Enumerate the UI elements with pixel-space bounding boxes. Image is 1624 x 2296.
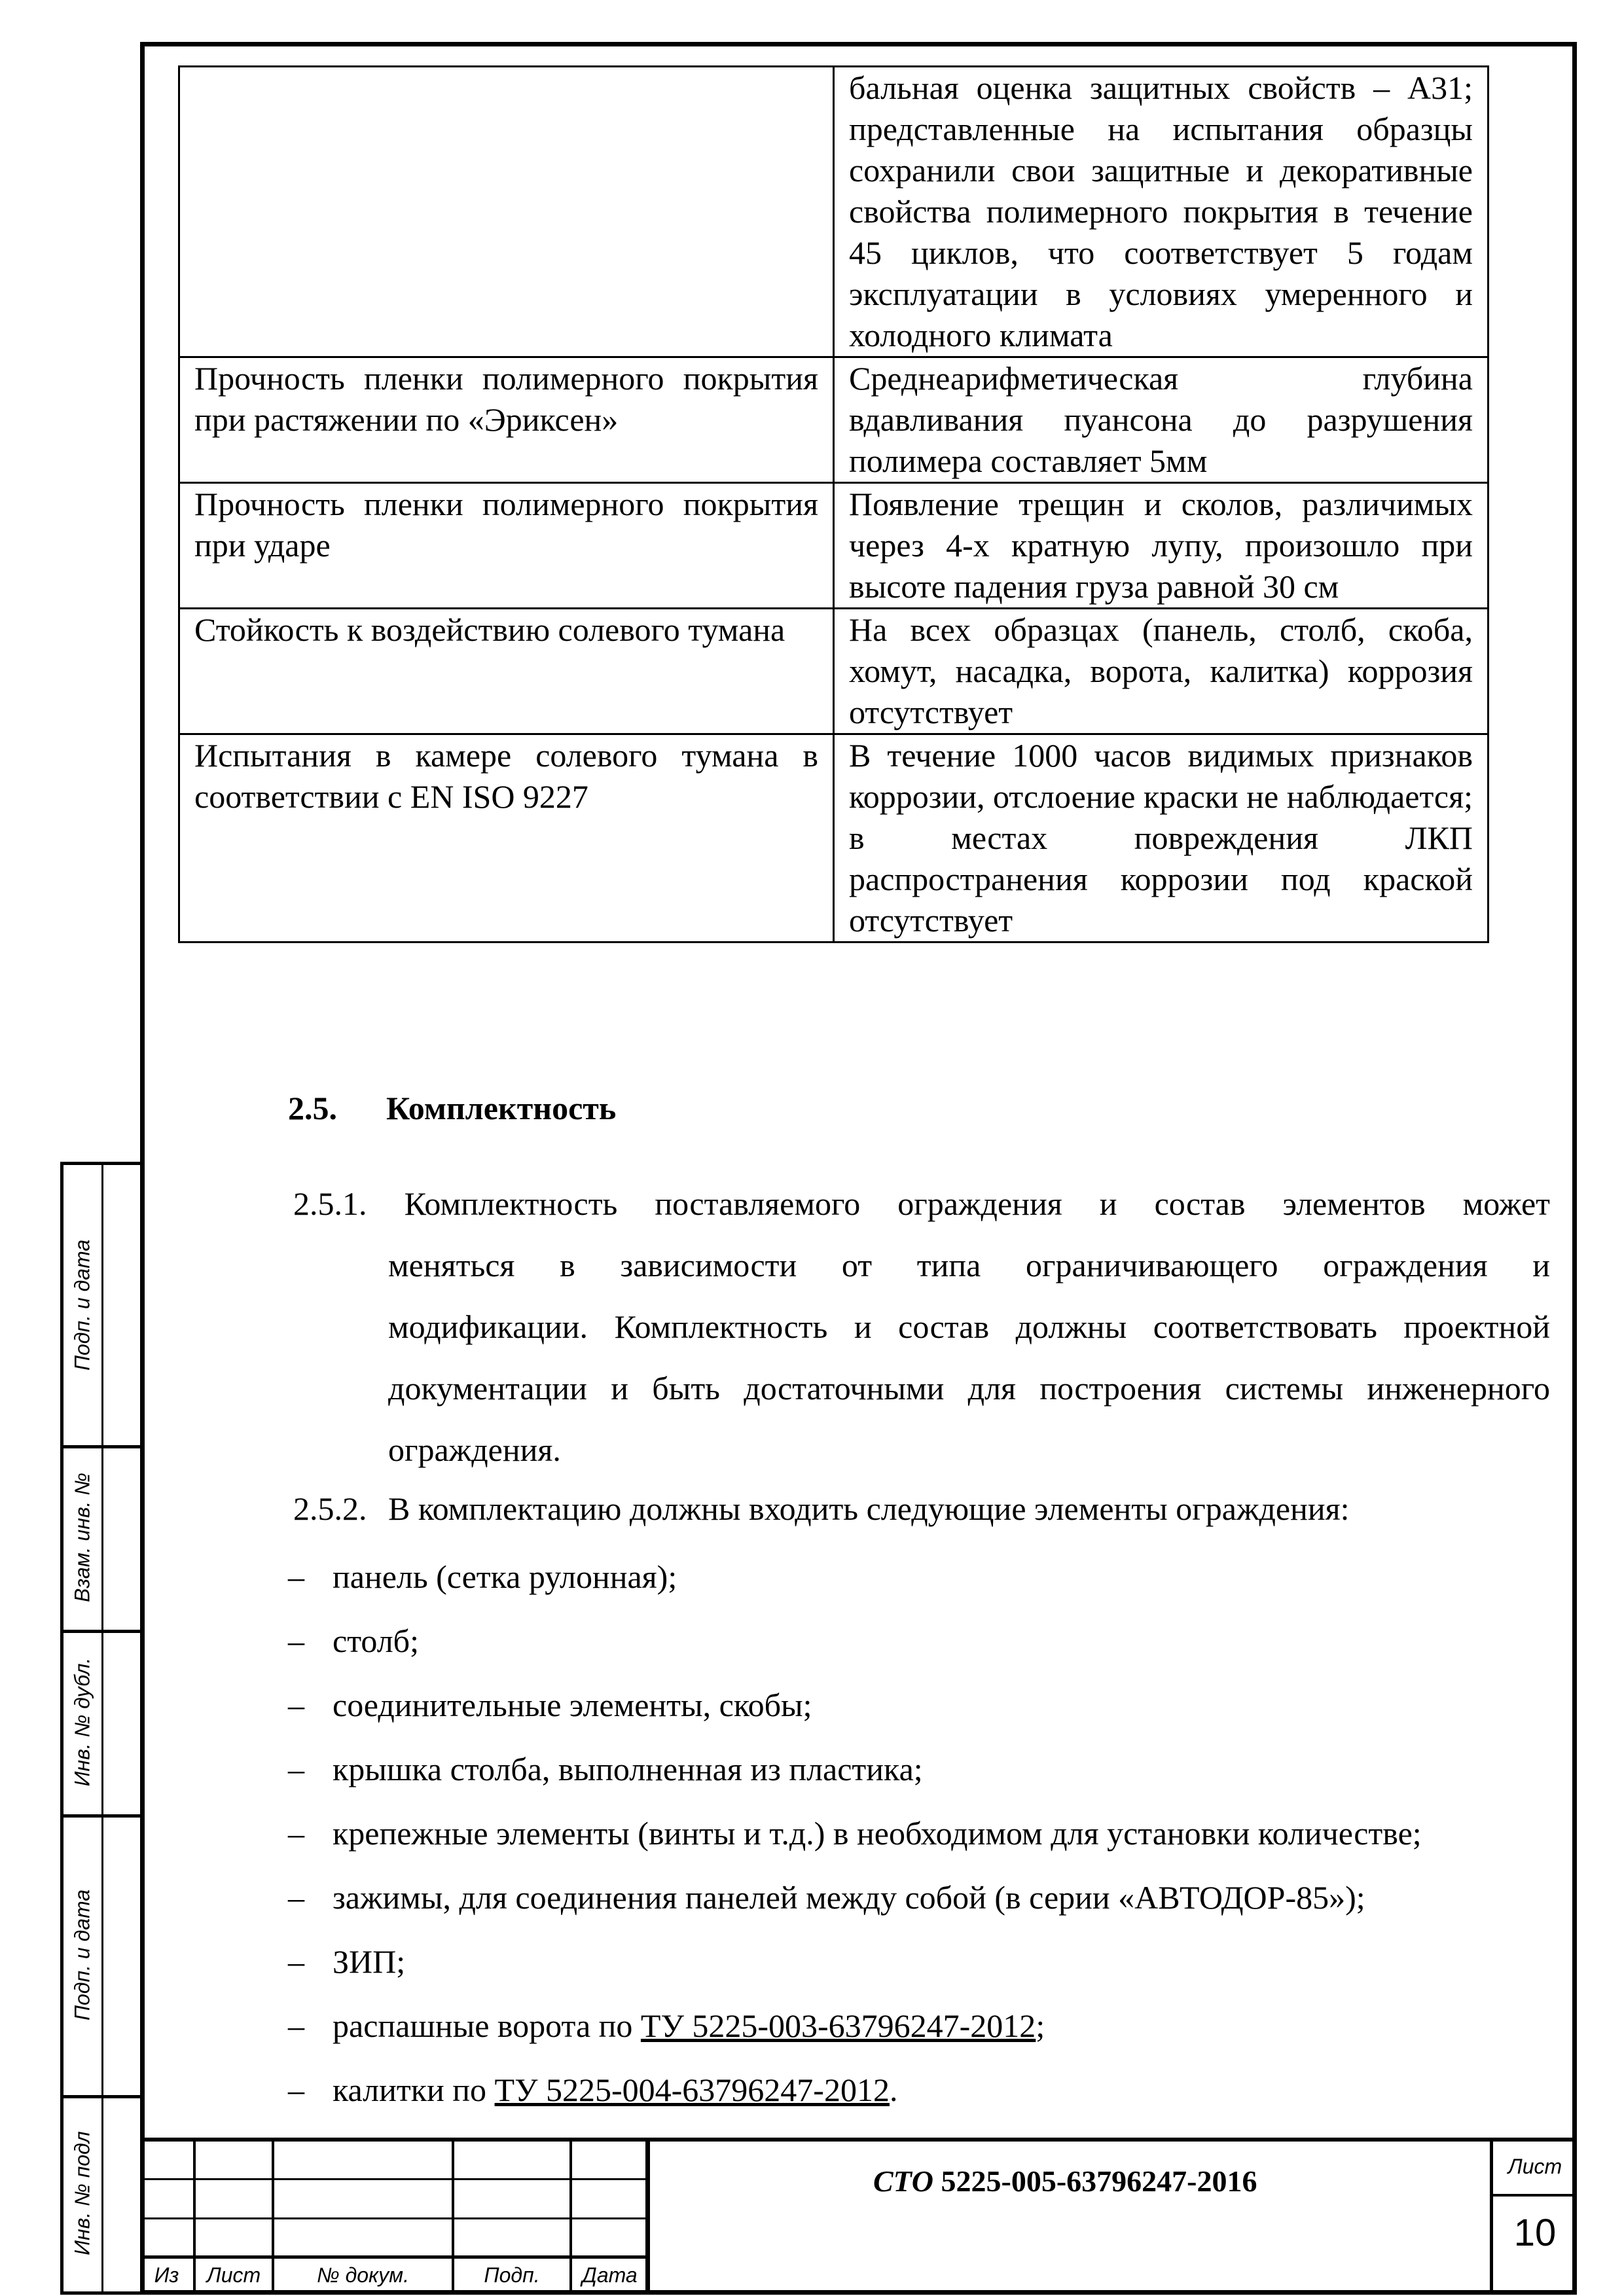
margin-label-orig-inv: Инв. № подл [70, 2131, 94, 2255]
list-item: – ЗИП; [288, 1943, 406, 1980]
table-cell-parameter: Прочность пленки полимерного покрытия при ударе [179, 483, 834, 609]
table-cell-result: Появление трещин и сколов, различимых через 4-х кратную лупу, произошло при высоте падения груза равной 30 см [834, 483, 1489, 609]
margin-label-dup-inv: Инв. № дубл. [70, 1657, 94, 1787]
table-row [179, 483, 1489, 609]
list-item: – крышка столба, выполненная из пластика; [288, 1751, 923, 1787]
section-number: 2.5. [288, 1090, 337, 1126]
paragraph-line: модификации. Комплектность и состав должны соответствовать проектной [388, 1308, 1550, 1345]
table-cell-result: На всех образцах (панель, столб, скоба, хомут, насадка, ворота, калитка) коррозия отсутствует [834, 609, 1489, 734]
table-cell-result: В течение 1000 часов видимых признаков коррозии, отслоение краски не наблюдается; в местах повреждения ЛКП распространения коррозии под краской отсутствует [834, 734, 1489, 942]
gate-spec-link[interactable]: ТУ 5225-003-63796247-2012 [640, 2007, 1036, 2044]
table-cell-parameter: Испытания в камере солевого тумана в соответствии с EN ISO 9227 [179, 734, 834, 942]
margin-label-sign-date: Подп. и дата [70, 1239, 94, 1371]
list-item: – столб; [288, 1623, 420, 1659]
table-cell-parameter: Прочность пленки полимерного покрытия при растяжении по «Эриксен» [179, 357, 834, 483]
paragraph-line: меняться в зависимости от типа ограничивающего ограждения и [388, 1247, 1550, 1283]
col-header-iz: Из [154, 2263, 179, 2287]
list-item: – соединительные элементы, скобы; [288, 1687, 812, 1723]
paragraph-line: Комплектность поставляемого ограждения и состав элементов может [404, 1185, 1550, 1222]
list-item: – калитки по ТУ 5225-004-63796247-2012. [288, 2072, 898, 2108]
list-item: – зажимы, для соединения панелей между собой (в серии «АВТОДОР-85»); [288, 1879, 1365, 1916]
margin-label-sign-date-2: Подп. и дата [70, 1889, 94, 2020]
section-title: Комплектность [386, 1090, 617, 1126]
table-row [179, 67, 1489, 357]
section-heading [288, 1089, 616, 1127]
sheet-number: 10 [1513, 2212, 1557, 2254]
list-item: – распашные ворота по ТУ 5225-003-63796247-2012; [288, 2007, 1045, 2044]
list-item: – крепежные элементы (винты и т.д.) в необходимом для установки количестве; [288, 1815, 1422, 1852]
paragraph-2-5-2 [293, 1490, 1350, 1528]
margin-label-replaced-inv: Взам. инв. № [70, 1473, 94, 1602]
paragraph-number: 2.5.2. [293, 1490, 367, 1527]
table-cell-parameter: Стойкость к воздействию солевого тумана [179, 609, 834, 734]
margin-stamp [60, 1162, 141, 2295]
col-header-sign: Подп. [484, 2263, 540, 2287]
list-item: – панель (сетка рулонная); [288, 1558, 677, 1595]
col-header-list: Лист [206, 2263, 261, 2287]
table-cell-result: бальная оценка защитных свойств – А31; представленные на испытания образцы сохранили свои защитные и декоративные свойства полимерного покрытия в течение 45 циклов, что соответствует 5 годам эксплуатации в условиях умеренного и холодного климата [834, 67, 1489, 357]
results-table [178, 65, 1489, 943]
table-cell-parameter [179, 67, 834, 357]
col-header-date: Дата [582, 2263, 638, 2287]
table-cell-result: Среднеарифметическая глубина вдавливания пуансона до разрушения полимера составляет 5мм [834, 357, 1489, 483]
components-list [288, 1545, 1422, 2122]
sheet-label: Лист [1507, 2155, 1562, 2178]
document-code: СТО 5225-005-63796247-2016 [873, 2164, 1257, 2198]
wicket-spec-link[interactable]: ТУ 5225-004-63796247-2012 [494, 2072, 890, 2108]
table-row [179, 609, 1489, 734]
paragraph-line: документации и быть достаточными для построения системы инженерного [388, 1370, 1550, 1407]
col-header-doc: № докум. [317, 2263, 409, 2287]
paragraph-number: 2.5.1. [293, 1185, 367, 1222]
paragraph-line: ограждения. [388, 1431, 561, 1468]
title-block [140, 2138, 1577, 2295]
table-row [179, 357, 1489, 483]
paragraph-text: В комплектацию должны входить следующие элементы ограждения: [388, 1490, 1350, 1527]
table-row [179, 734, 1489, 942]
